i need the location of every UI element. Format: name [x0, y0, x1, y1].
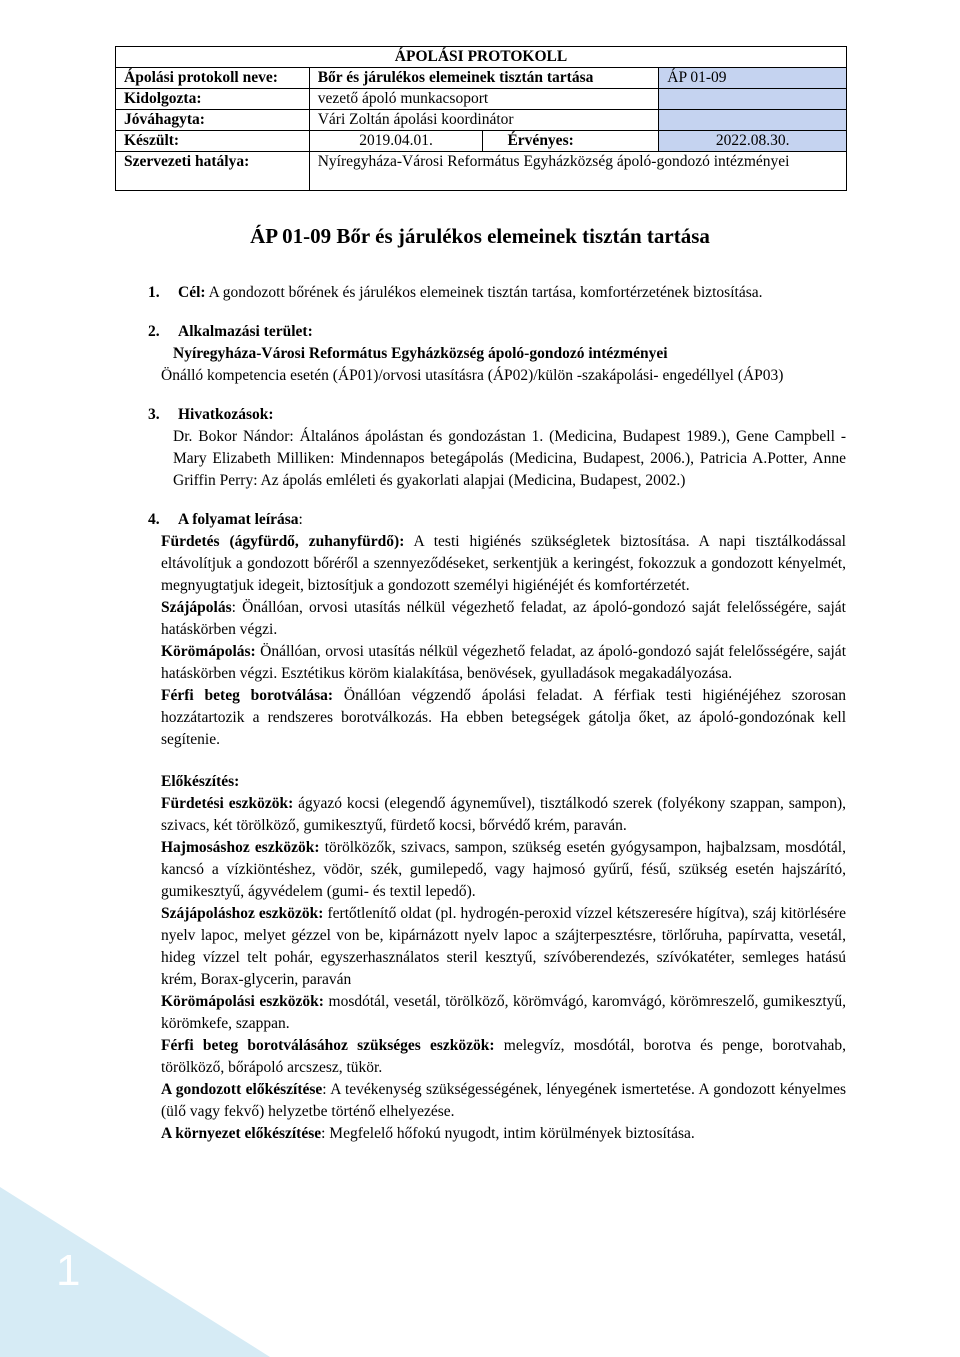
scope-text: Önálló kompetencia esetén (ÁP01)/orvosi utasításra (ÁP02)/külön -szakápolási- engedéllyel (ÁP03)	[161, 367, 784, 384]
oral-care-text: : Önállóan, orvosi utasítás nélkül végezhető feladat, az ápoló-gondozó saját felelősségére, saját hatáskörben végzi.	[161, 599, 846, 638]
heading-colon: :	[298, 511, 303, 528]
references-text: Dr. Bokor Nándor: Általános ápolástan és gondozástan 1. (Medicina, Budapest 1989.), Gene Campbell - Mary Elizabeth Milliken: Mindennapos betegápolás (Medicina, Budapest, 2006.), Patricia A.Potter, Anne Griffin Perry: Az ápolás emléleti és gyakorlati alapjai (Medicina, Budapest, 2002.)	[173, 428, 846, 489]
approved-by-value: Vári Zoltán ápolási koordinátor	[309, 110, 659, 131]
section-heading: A folyamat leírása	[178, 511, 299, 528]
section-preparation	[148, 771, 846, 1145]
nail-care-label: Körömápolás:	[161, 643, 256, 660]
shaded-cell	[659, 110, 847, 131]
prepared-by-label: Kidolgozta:	[116, 89, 310, 110]
protocol-code: ÁP 01-09	[659, 68, 847, 89]
protocol-name-value: Bőr és járulékos elemeinek tisztán tartása	[309, 68, 659, 89]
shaving-text: Önállóan végzendő ápolási feladat. A férfiak testi higiénéjéhez szorosan hozzátartozik a rendszeres borotválkozás. Ha ebben betegségek gátolja őket, az ápoló-gondozónak kell segítenie.	[161, 687, 846, 748]
section-number: 2.	[148, 323, 160, 340]
section-number: 1.	[148, 284, 160, 301]
environment-prep-label: A környezet előkészítése	[161, 1125, 322, 1142]
patient-prep-text: : A tevékenység szükségességének, lényegének ismertetése. A gondozott kényelmes (ülő vagy fekvő) helyzetbe történő elhelyezése.	[161, 1081, 847, 1120]
protocol-table	[115, 46, 847, 191]
section-heading: Hivatkozások:	[178, 406, 274, 423]
oral-tools-text: fertőtlenítő oldat (pl. hydrogén-peroxid vízzel kétszeresére hígítva), száj kitörlésére nyelv lapoc, melyet gézzel von be, kipárnázott nyelv lapoc a szájterpesztésre, törlőruha, papírvatta, vesetál, hideg vízzel telt pohár, egyszerhasználatos steril kesztyű, szívóberendezés, szívókatéter, semleges hatású krém, Borax-glycerin, paraván	[161, 905, 846, 988]
oral-tools-label: Szájápoláshoz eszközök:	[161, 905, 324, 922]
created-label: Készült:	[116, 131, 310, 152]
protocol-name-label: Ápolási protokoll neve:	[116, 68, 310, 89]
hair-tools-label: Hajmosáshoz eszközök:	[161, 839, 320, 856]
nail-care-text: Önállóan, orvosi utasítás nélkül végezhető feladat, az ápoló-gondozó saját felelősségére, saját hatáskörben végzi. Esztétikus köröm kialakítása, benövések, gyulladások megakadályozása.	[161, 643, 846, 682]
section-goal	[148, 282, 846, 304]
goal-label: Cél:	[178, 284, 206, 301]
goal-text: A gondozott bőrének és járulékos elemeinek tisztán tartása, komfortérzetének biztosítása.	[205, 284, 763, 301]
scope-label: Szervezeti hatálya:	[116, 152, 310, 191]
section-process	[148, 509, 846, 751]
section-references	[148, 404, 846, 492]
prepared-by-value: vezető ápoló munkacsoport	[309, 89, 659, 110]
preparation-heading: Előkészítés:	[161, 773, 240, 790]
hair-tools-text: törölközők, szivacs, sampon, szükség esetén gyógysampon, hajbalzsam, mosdótál, kancsó a vízkiöntéshez, vödör, szék, gumilepedő, vagy hajmosó gyűrű, fésű, szükség esetén hajszárító, gumikesztyű, ágyvédelem (gumi- és textil lepedő).	[161, 839, 846, 900]
bathing-tools-label: Fürdetési eszközök:	[161, 795, 294, 812]
bathing-text: A testi higiénés szükségletek biztosítása. A napi tisztálkodással eltávolítjuk a gondozott bőréről a szennyeződéseket, serkentjük a keringést, fokozzuk a gondozott kényelmét, megnyugtatjuk idegeit, biztosítjuk a gondozott személyi higiénéjét és komfortérzetét.	[161, 533, 846, 594]
section-scope	[148, 321, 846, 387]
section-heading: Alkalmazási terület:	[178, 323, 313, 340]
shaving-tools-label: Férfi beteg borotválásához szükséges eszközök:	[161, 1037, 495, 1054]
shaving-label: Férfi beteg borotválása:	[161, 687, 334, 704]
oral-care-label: Szájápolás	[161, 599, 232, 616]
patient-prep-label: A gondozott előkészítése	[161, 1081, 323, 1098]
document-body	[148, 282, 846, 1162]
shaving-tools-text: melegvíz, mosdótál, borotva és penge, borotvahab, törölköző, bőrápoló arcszesz, tükör.	[161, 1037, 846, 1076]
nail-tools-text: mosdótál, vesetál, törölköző, körömvágó, karomvágó, körömreszelő, gumikesztyű, körömkefe, szappan.	[161, 993, 847, 1032]
valid-label: Érvényes:	[483, 131, 659, 152]
approved-by-label: Jóváhagyta:	[116, 110, 310, 131]
created-value: 2019.04.01.	[309, 131, 483, 152]
section-number: 3.	[148, 406, 160, 423]
protocol-header: ÁPOLÁSI PROTOKOLL	[116, 47, 847, 68]
bathing-label: Fürdetés (ágyfürdő, zuhanyfürdő):	[161, 533, 405, 550]
environment-prep-text: : Megfelelő hőfokú nyugodt, intim körülmények biztosítása.	[321, 1125, 695, 1142]
nail-tools-label: Körömápolási eszközök:	[161, 993, 324, 1010]
scope-value: Nyíregyháza-Városi Református Egyházközség ápoló-gondozó intézményei	[309, 152, 846, 191]
document-title: ÁP 01-09 Bőr és járulékos elemeinek tisztán tartása	[250, 224, 710, 248]
page-number: 1	[56, 1246, 81, 1295]
section-number: 4.	[148, 511, 160, 528]
shaded-cell	[659, 89, 847, 110]
valid-value: 2022.08.30.	[659, 131, 847, 152]
scope-organization: Nyíregyháza-Városi Református Egyházközség ápoló-gondozó intézményei	[173, 345, 668, 362]
bathing-tools-text: ágyazó kocsi (elegendő ágyneművel), tisztálkodó szerek (folyékony szappan, sampon), szivacs, két törölköző, gumikesztyű, fürdető kocsi, bőrvédő krém, paraván.	[161, 795, 846, 834]
